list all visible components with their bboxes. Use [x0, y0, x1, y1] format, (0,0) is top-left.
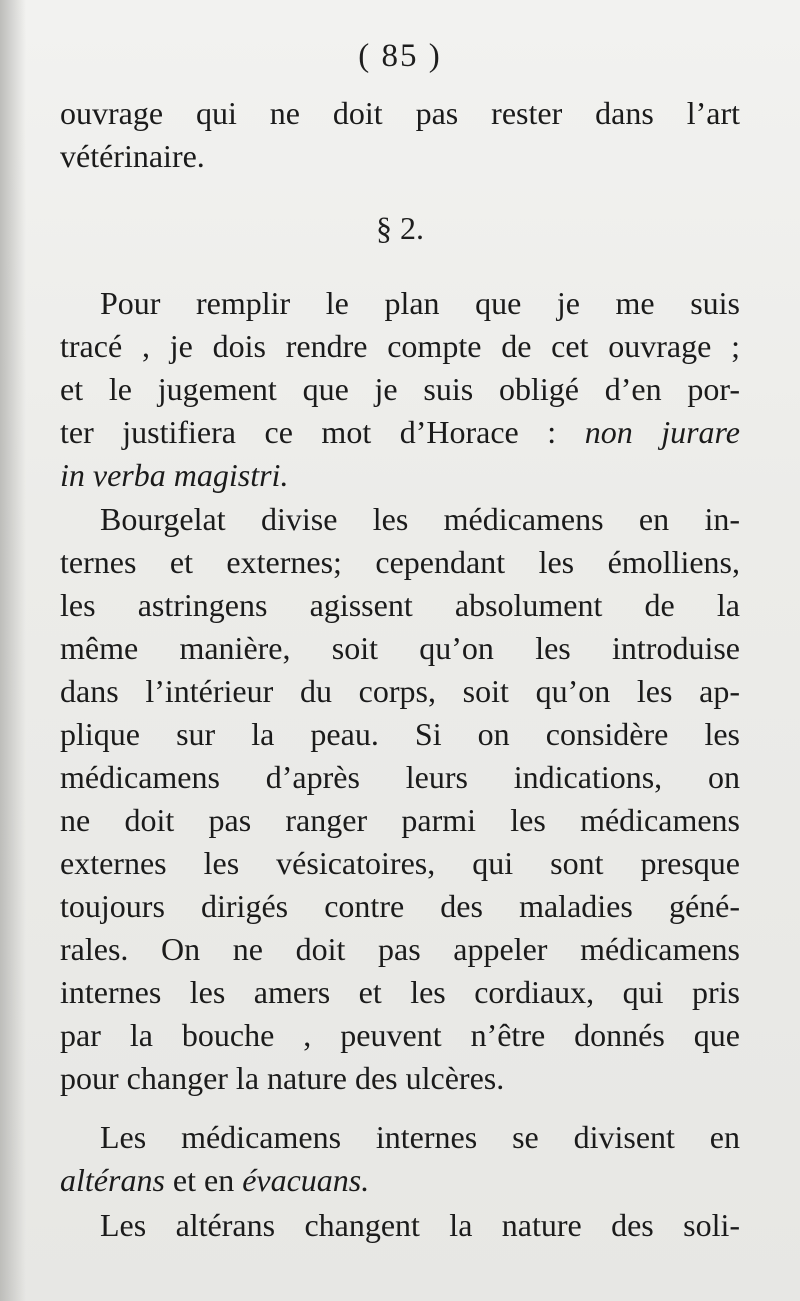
- text-line: pour changer la nature des ulcères.: [60, 1060, 505, 1096]
- text-line: Pour remplir le plan que je me suis: [100, 285, 740, 321]
- text-fragment: et en: [172, 1162, 235, 1198]
- text-line: par la bouche , peuvent n’être donnés que: [60, 1017, 740, 1053]
- text-line: Les médicamens internes se divisent en: [100, 1119, 740, 1155]
- paragraph-4: [60, 1204, 740, 1247]
- text-line-with-italics: [60, 1159, 740, 1202]
- text-line: tracé , je dois rendre compte de cet ouvrage ;: [60, 328, 740, 364]
- page-number: ( 85 ): [358, 38, 442, 74]
- text-line: dans l’intérieur du corps, soit qu’on les ap-: [60, 673, 740, 709]
- paragraph-1: [60, 282, 740, 497]
- text-line: médicamens d’après leurs indications, on: [60, 759, 740, 795]
- paragraph-3: [60, 1116, 740, 1202]
- text-line: vétérinaire.: [60, 138, 205, 174]
- italic-line: in verba magistri.: [60, 457, 289, 493]
- text-line: toujours dirigés contre des maladies géné-: [60, 888, 740, 924]
- text-line: rales. On ne doit pas appeler médicamens: [60, 931, 740, 967]
- text-line: même manière, soit qu’on les introduise: [60, 630, 740, 666]
- italic-word: évacuans.: [242, 1162, 370, 1198]
- text-line: internes les amers et les cordiaux, qui pris: [60, 974, 740, 1010]
- text-line-with-italic: [60, 411, 740, 454]
- text-line: externes les vésicatoires, qui sont presque: [60, 845, 740, 881]
- text-line: ouvrage qui ne doit pas rester dans l’art: [60, 95, 740, 131]
- italic-word: altérans: [60, 1162, 165, 1198]
- text-line: ternes et externes; cependant les émolliens,: [60, 544, 740, 580]
- text-line: ne doit pas ranger parmi les médicamens: [60, 802, 740, 838]
- text-line: les astringens agissent absolument de la: [60, 587, 740, 623]
- opening-text: [60, 92, 740, 178]
- text-line: plique sur la peau. Si on considère les: [60, 716, 740, 752]
- italic-phrase: non jurare: [584, 414, 741, 450]
- paragraph-2: [60, 498, 740, 1100]
- text-line: Les altérans changent la nature des soli-: [100, 1207, 740, 1243]
- section-heading: § 2.: [376, 210, 424, 246]
- text-line: Bourgelat divise les médicamens en in-: [100, 501, 740, 537]
- text-fragment: ter justifiera ce mot d’Horace :: [60, 414, 557, 450]
- text-line: et le jugement que je suis obligé d’en por-: [60, 371, 740, 407]
